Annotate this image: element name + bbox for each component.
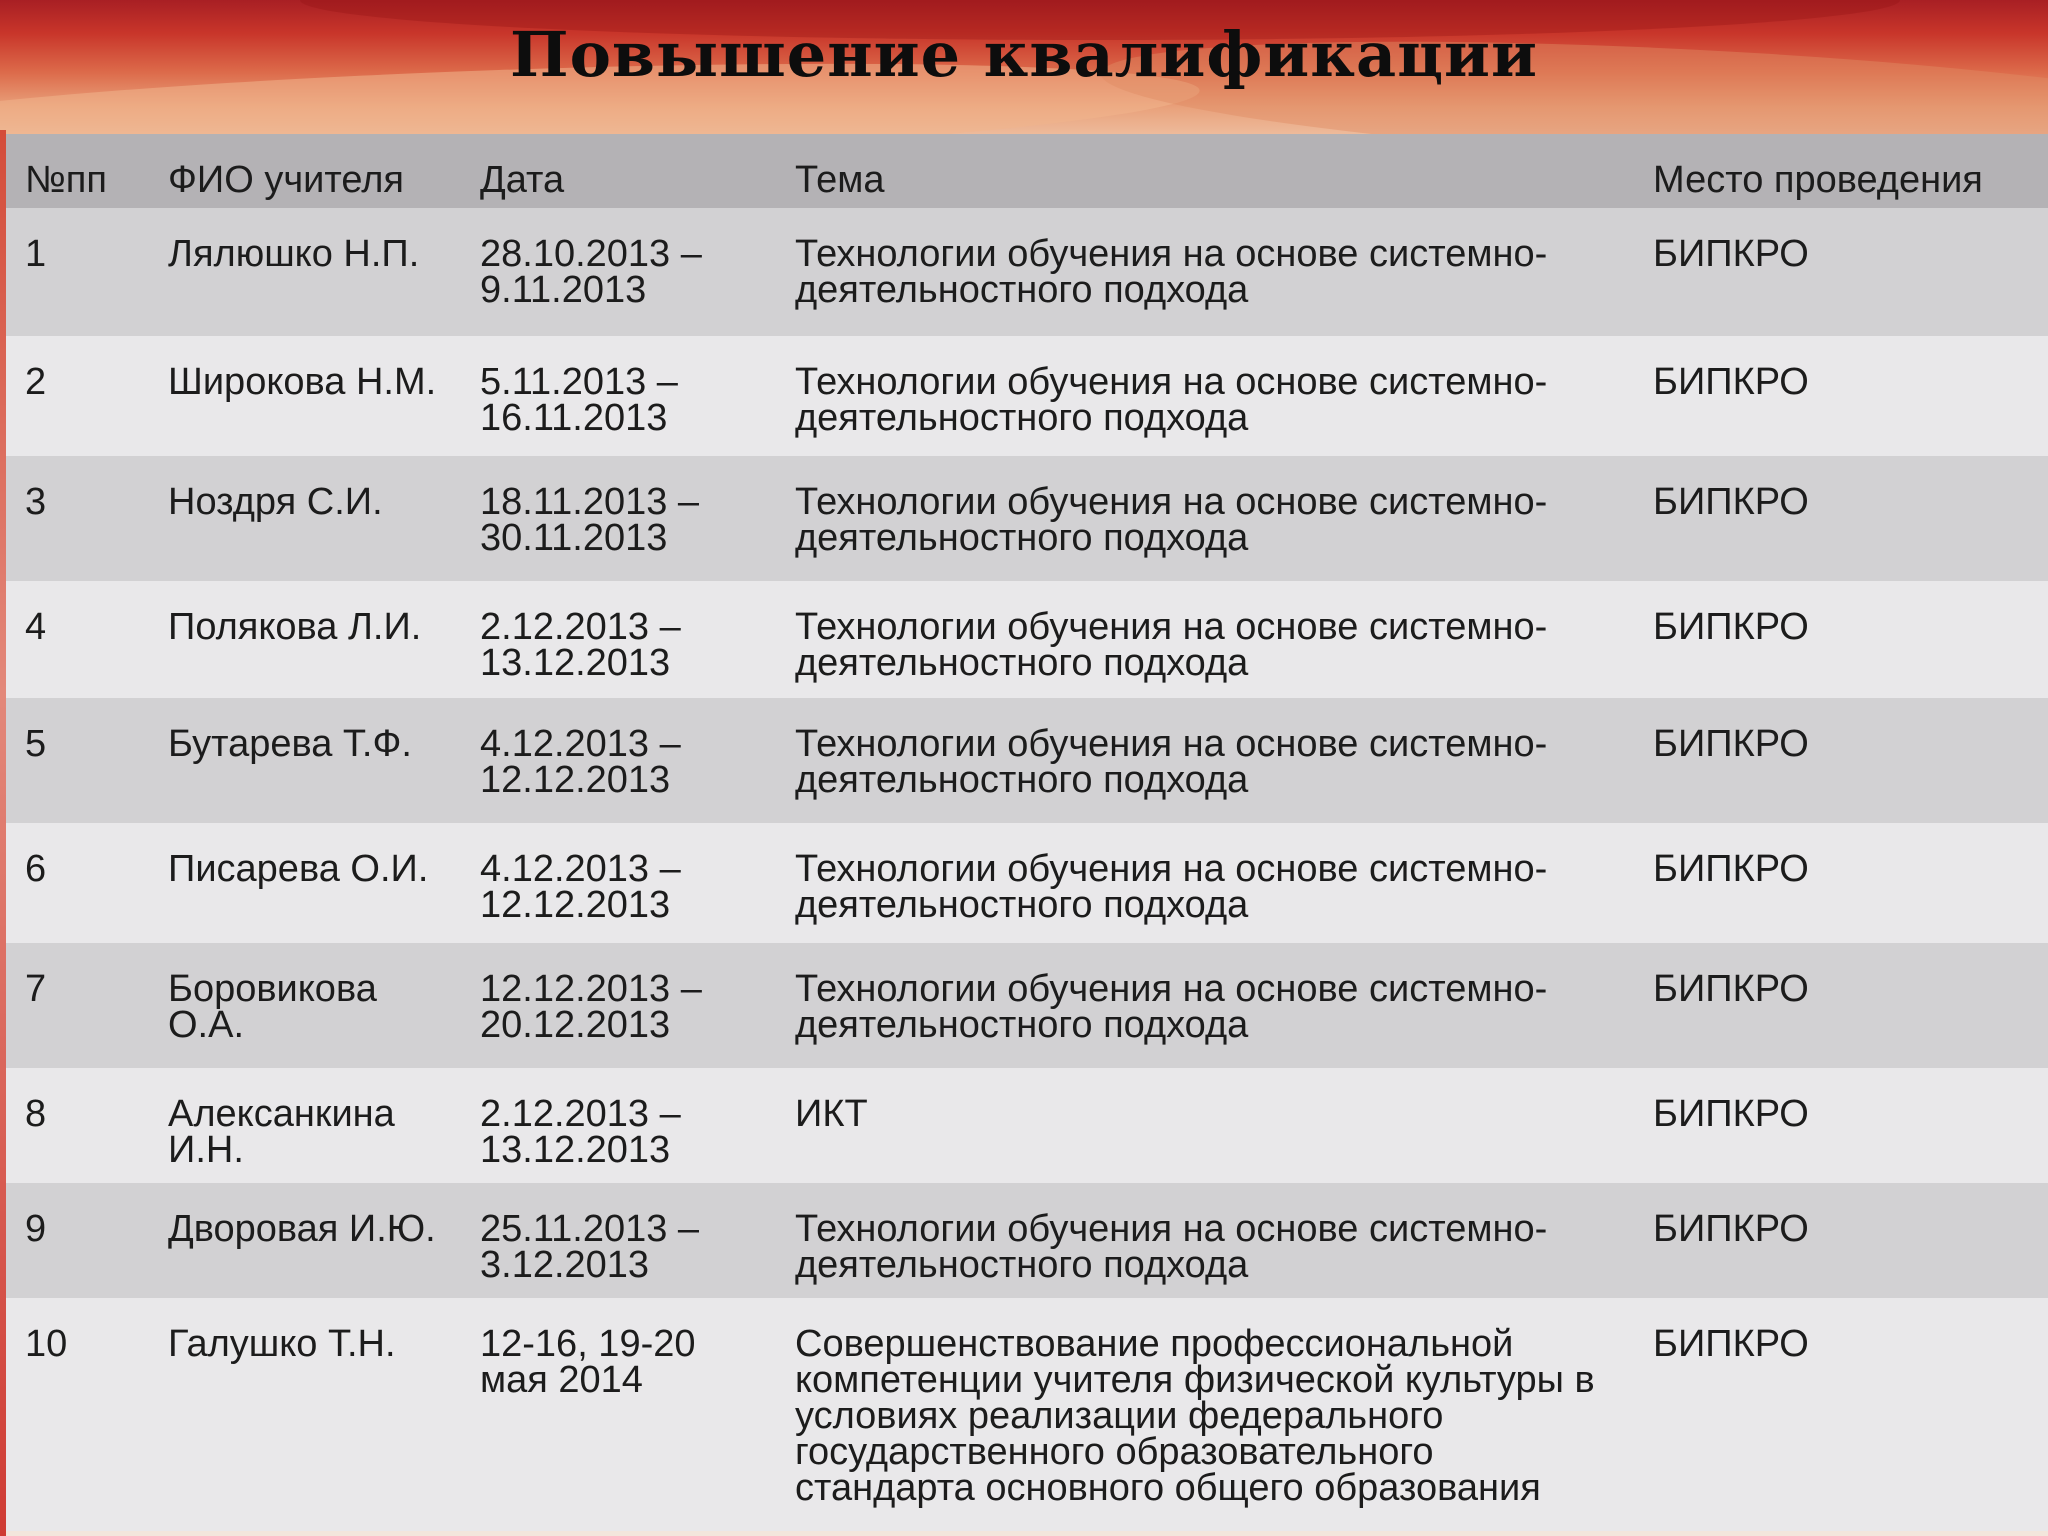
teacher-name: Писарева О.И. <box>168 823 480 943</box>
course-place: БИПКРО <box>1653 1298 2048 1531</box>
course-topic: Технологии обучения на основе системно-деятельностного подхода <box>795 698 1653 823</box>
table-row <box>6 1298 2048 1531</box>
table-row <box>6 1183 2048 1298</box>
header-name: ФИО учителя <box>168 134 480 208</box>
table-row <box>6 336 2048 456</box>
page-title: Повышение квалификации <box>510 18 1538 91</box>
course-topic: ИКТ <box>795 1068 1653 1183</box>
teacher-name: Лялюшко Н.П. <box>168 208 480 336</box>
row-number: 4 <box>6 581 168 698</box>
teacher-name: Галушко Т.Н. <box>168 1298 480 1531</box>
table-row <box>6 456 2048 581</box>
course-date: 4.12.2013 – 12.12.2013 <box>480 698 795 823</box>
course-place: БИПКРО <box>1653 336 2048 456</box>
teacher-name: Боровикова О.А. <box>168 943 480 1068</box>
row-number: 7 <box>6 943 168 1068</box>
course-place: БИПКРО <box>1653 208 2048 336</box>
course-date: 25.11.2013 – 3.12.2013 <box>480 1183 795 1298</box>
qualification-table-wrap <box>6 134 2048 1531</box>
header-topic: Тема <box>795 134 1653 208</box>
course-topic: Технологии обучения на основе системно-деятельностного подхода <box>795 943 1653 1068</box>
course-topic: Технологии обучения на основе системно-деятельностного подхода <box>795 208 1653 336</box>
row-number: 8 <box>6 1068 168 1183</box>
teacher-name: Алексанкина И.Н. <box>168 1068 480 1183</box>
row-number: 6 <box>6 823 168 943</box>
course-date: 4.12.2013 – 12.12.2013 <box>480 823 795 943</box>
course-place: БИПКРО <box>1653 698 2048 823</box>
course-place: БИПКРО <box>1653 823 2048 943</box>
table-row <box>6 943 2048 1068</box>
qualification-table <box>6 134 2048 1531</box>
teacher-name: Полякова Л.И. <box>168 581 480 698</box>
course-date: 2.12.2013 – 13.12.2013 <box>480 581 795 698</box>
course-topic: Технологии обучения на основе системно-деятельностного подхода <box>795 456 1653 581</box>
table-row <box>6 208 2048 336</box>
teacher-name: Бутарева Т.Ф. <box>168 698 480 823</box>
table-body <box>6 208 2048 1531</box>
course-date: 28.10.2013 – 9.11.2013 <box>480 208 795 336</box>
header-number: №пп <box>6 134 168 208</box>
row-number: 9 <box>6 1183 168 1298</box>
course-place: БИПКРО <box>1653 581 2048 698</box>
course-topic: Технологии обучения на основе системно-деятельностного подхода <box>795 581 1653 698</box>
table-row <box>6 581 2048 698</box>
table-row <box>6 1068 2048 1183</box>
course-topic: Технологии обучения на основе системно-деятельностного подхода <box>795 336 1653 456</box>
course-date: 12-16, 19-20 мая 2014 <box>480 1298 795 1531</box>
course-topic: Совершенствование профессиональной компетенции учителя физической культуры в условиях реализации федерального государственного образовательного стандарта основного общего образования <box>795 1298 1653 1531</box>
course-place: БИПКРО <box>1653 943 2048 1068</box>
header-place: Место проведения <box>1653 134 2048 208</box>
teacher-name: Ноздря С.И. <box>168 456 480 581</box>
course-date: 5.11.2013 – 16.11.2013 <box>480 336 795 456</box>
row-number: 1 <box>6 208 168 336</box>
row-number: 5 <box>6 698 168 823</box>
course-topic: Технологии обучения на основе системно-деятельностного подхода <box>795 823 1653 943</box>
table-header-row <box>6 134 2048 208</box>
course-topic: Технологии обучения на основе системно-деятельностного подхода <box>795 1183 1653 1298</box>
row-number: 2 <box>6 336 168 456</box>
table-row <box>6 823 2048 943</box>
course-place: БИПКРО <box>1653 1183 2048 1298</box>
table-row <box>6 698 2048 823</box>
course-date: 2.12.2013 – 13.12.2013 <box>480 1068 795 1183</box>
row-number: 3 <box>6 456 168 581</box>
course-place: БИПКРО <box>1653 1068 2048 1183</box>
course-date: 12.12.2013 – 20.12.2013 <box>480 943 795 1068</box>
course-date: 18.11.2013 – 30.11.2013 <box>480 456 795 581</box>
header-date: Дата <box>480 134 795 208</box>
course-place: БИПКРО <box>1653 456 2048 581</box>
teacher-name: Широкова Н.М. <box>168 336 480 456</box>
teacher-name: Дворовая И.Ю. <box>168 1183 480 1298</box>
row-number: 10 <box>6 1298 168 1531</box>
